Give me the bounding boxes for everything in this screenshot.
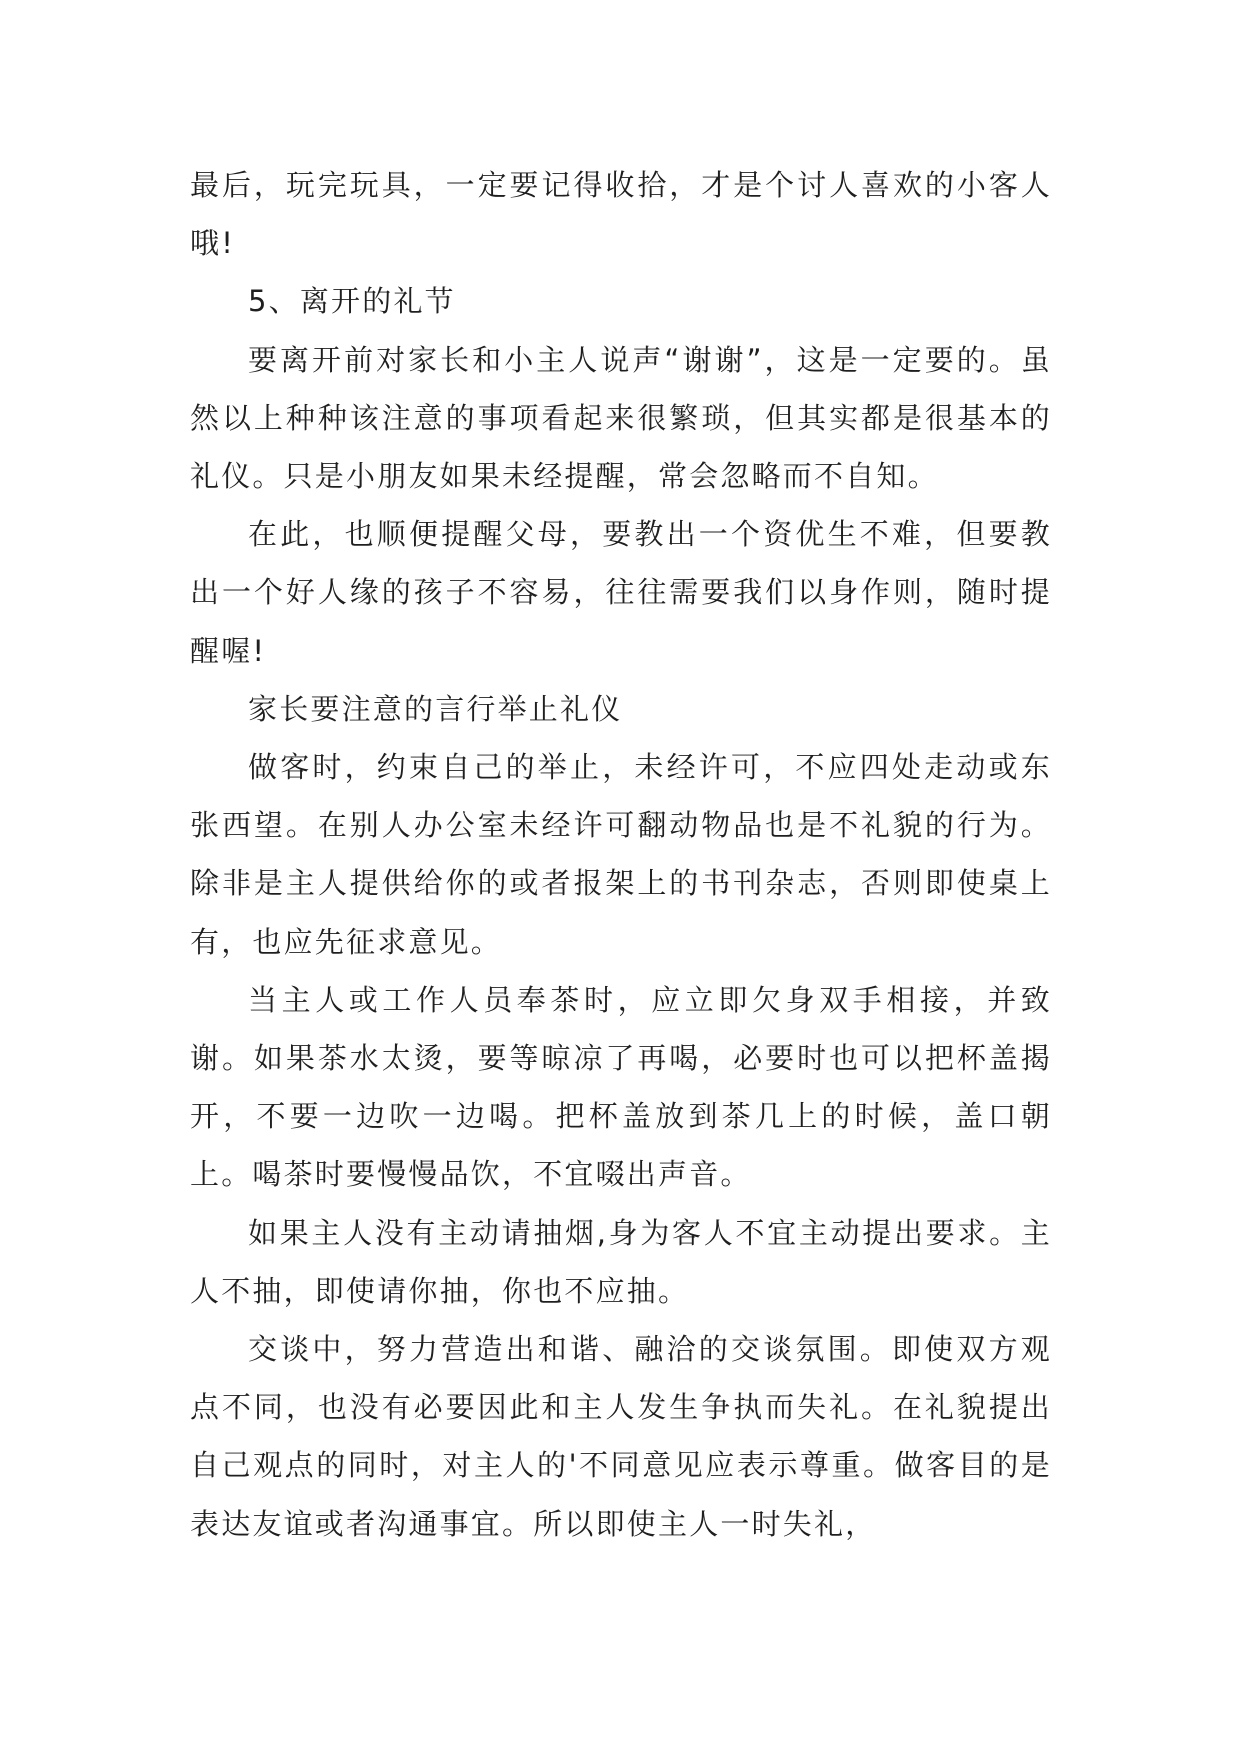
paragraph-smoking-etiquette: 如果主人没有主动请抽烟,身为客人不宜主动提出要求。主人不抽，即使请你抽，你也不应抽。 [190,1215,1052,1308]
section-heading-parent-etiquette: 家长要注意的言行举止礼仪 [248,691,623,726]
paragraph-toys-closing: 最后，玩完玩具，一定要记得收拾，才是个讨人喜欢的小客人哦! [190,168,1052,261]
section-heading-leaving-etiquette: 5、离开的礼节 [248,284,456,319]
paragraph-conversation-etiquette: 交谈中，努力营造出和谐、融洽的交谈氛围。即使双方观点不同，也没有必要因此和主人发生争执而失礼。在礼貌提出自己观点的同时，对主人的'不同意见应表示尊重。做客目的是表达友谊或者沟通事宜。所以即使主人一时失礼， [190,1332,1052,1541]
paragraph-say-thanks: 要离开前对家长和小主人说声“谢谢”，这是一定要的。虽然以上种种该注意的事项看起来很繁琐，但其实都是很基本的礼仪。只是小朋友如果未经提醒，常会忽略而不自知。 [190,342,1052,494]
paragraph-tea-etiquette: 当主人或工作人员奉茶时，应立即欠身双手相接，并致谢。如果茶水太烫，要等晾凉了再喝，必要时也可以把杯盖揭开，不要一边吹一边喝。把杯盖放到茶几上的时候，盖口朝上。喝茶时要慢慢品饮，不宜啜出声音。 [190,982,1052,1192]
paragraph-visiting-behavior: 做客时，约束自己的举止，未经许可，不应四处走动或东张西望。在别人办公室未经许可翻动物品也是不礼貌的行为。除非是主人提供给你的或者报架上的书刊杂志，否则即使桌上有，也应先征求意见。 [190,750,1052,959]
paragraph-remind-parents: 在此，也顺便提醒父母，要教出一个资优生不难，但要教出一个好人缘的孩子不容易，往往需要我们以身作则，随时提醒喔! [190,517,1052,668]
document-body [190,156,1052,1553]
